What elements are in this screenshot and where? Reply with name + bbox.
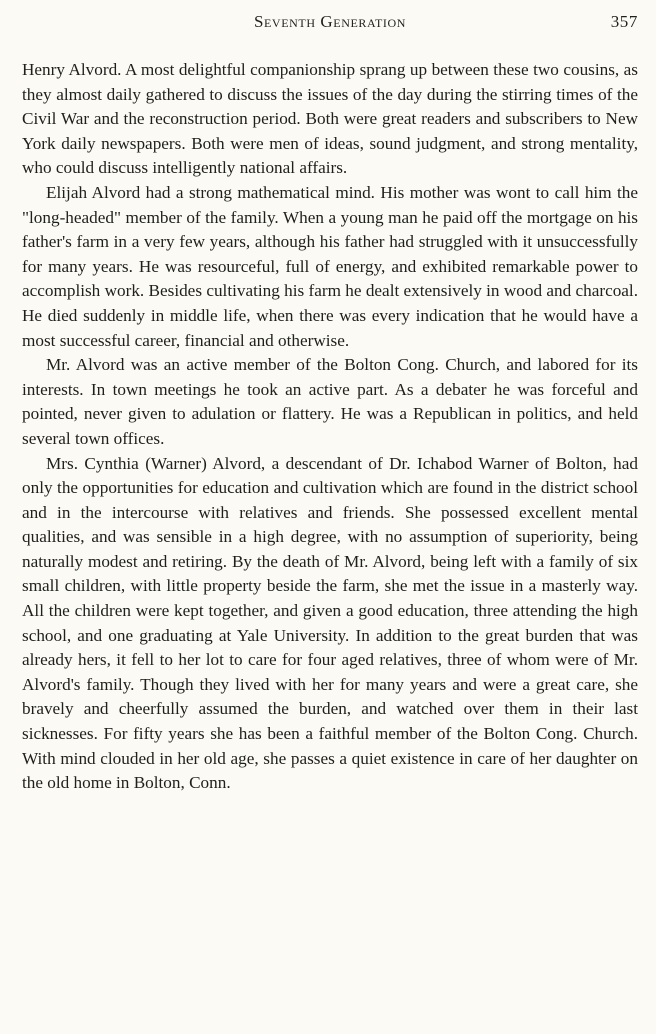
paragraph-cynthia-warner-alvord: Mrs. Cynthia (Warner) Alvord, a descendant of Dr. Ichabod Warner of Bolton, had only the opportunities for education and cultivation which are found in the district school and in the intercourse with relatives and friends. She possessed excellent mental qualities, and was sensible in a high degree, with no assumption of superiority, being naturally modest and retiring. By the death of Mr. Alvord, being left with a family of six small children, with little property beside the farm, she met the issue in a masterly way. All the children were kept together, and given a good education, three attending the high school, and one graduating at Yale University. In addition to the great burden that was already hers, it fell to her lot to care for four aged relatives, three of whom were of Mr. Alvord's family. Though they lived with her for many years and were a great care, she bravely and cheerfully assumed the burden, and watched over them in their last sicknesses. For fifty years she has been a faithful member of the Bolton Cong. Church. With mind clouded in her old age, she passes a quiet existence in care of her daughter on the old home in Bolton, Conn.: [22, 453, 638, 793]
paragraph-henry-alvord-companionship: Henry Alvord. A most delightful companionship sprang up between these two cousins, as they almost daily gathered to discuss the issues of the day during the stirring times of the Civil War and the reconstruction period. Both were great readers and subscribers to New York daily newspapers. Both were men of ideas, sound judgment, and strong mentality, who could discuss intelligently national affairs.: [22, 60, 638, 178]
running-head: [22, 6, 638, 40]
book-page: [22, 6, 638, 796]
running-title: Seventh Generation: [253, 12, 407, 31]
body-text: [22, 58, 638, 796]
paragraph-elijah-alvord: Elijah Alvord had a strong mathematical mind. His mother was wont to call him the "long-headed" member of the family. When a young man he paid off the mortgage on his father's farm in a very few years, although his father had struggled with it unsuccessfully for many years. He was resourceful, full of energy, and exhibited remarkable power to accomplish work. Besides cultivating his farm he dealt extensively in wood and charcoal. He died suddenly in middle life, when there was every indication that he would have a most successful career, financial and otherwise.: [22, 182, 638, 350]
paragraph-church-and-politics: Mr. Alvord was an active member of the Bolton Cong. Church, and labored for its interests. In town meetings he took an active part. As a debater he was forceful and pointed, never given to adulation or flattery. He was a Republican in politics, and held several town offices.: [22, 355, 638, 448]
page-number: 357: [610, 12, 638, 31]
